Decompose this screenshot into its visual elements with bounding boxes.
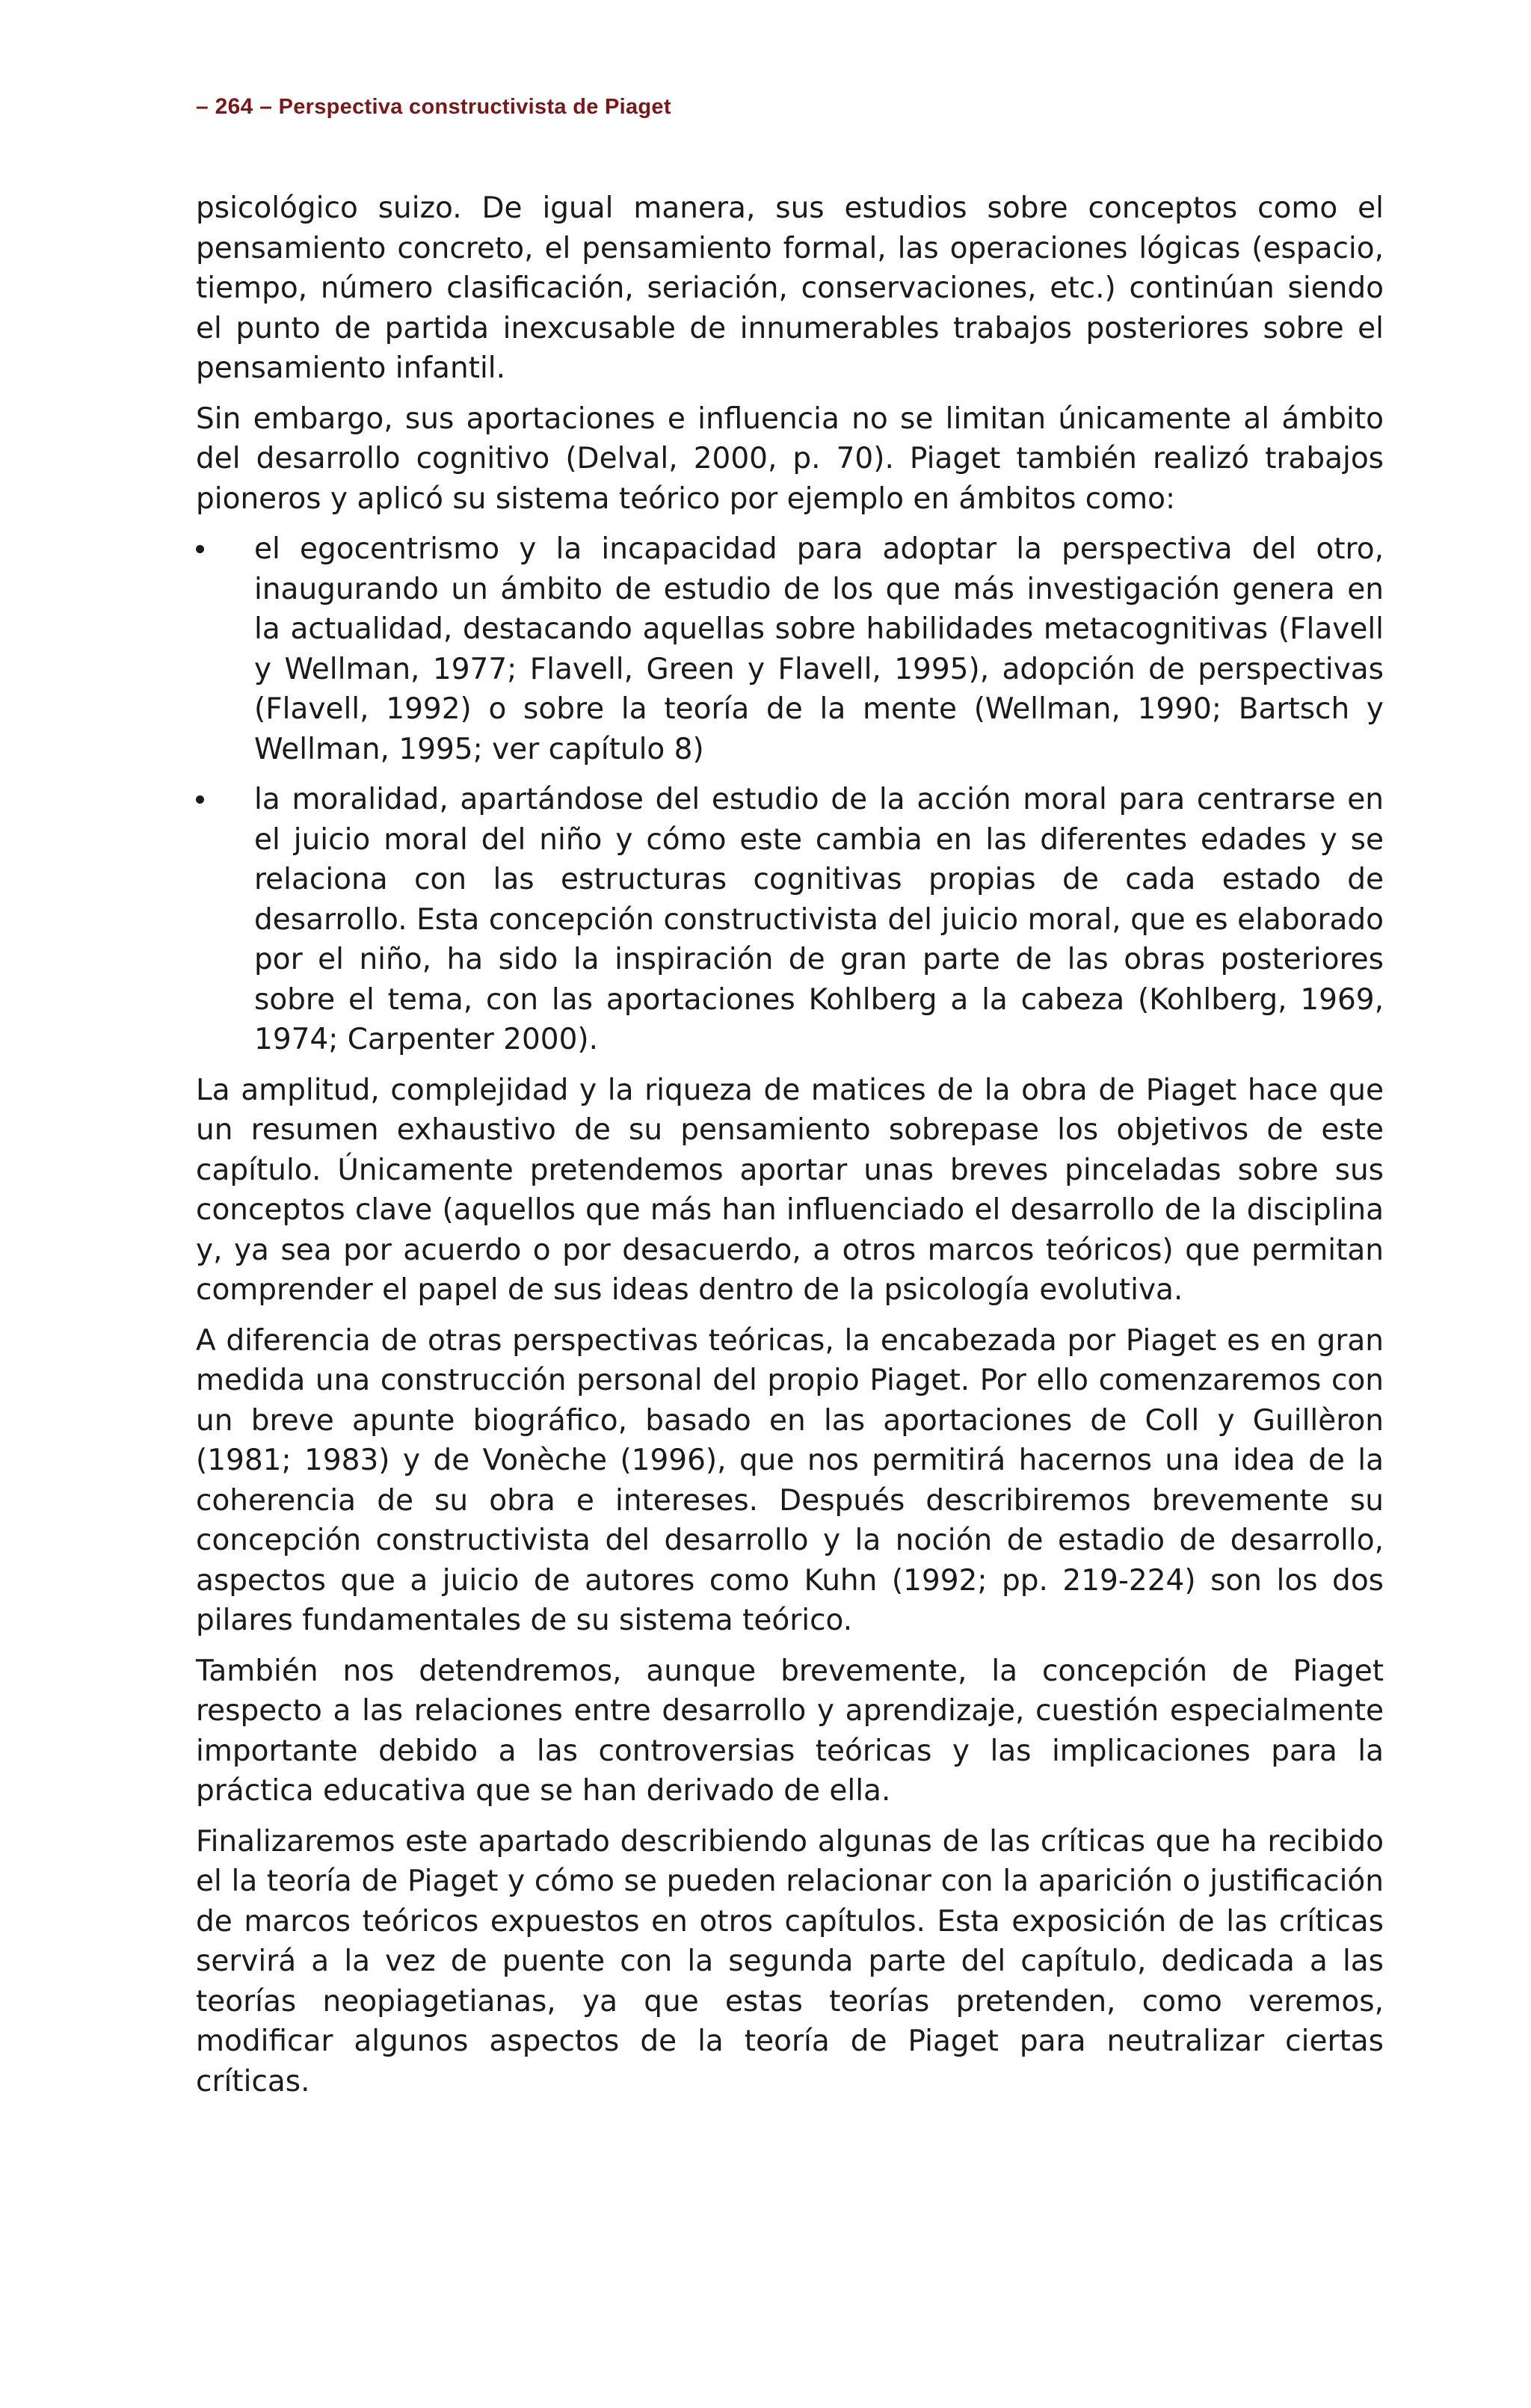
paragraph: psicológico suizo. De igual manera, sus estudios sobre conceptos como el pensamiento concreto, el pensamiento formal, las operaciones lógicas (espacio, tiempo, número clasificación, seriación, conservaciones, etc.) continúan siendo el punto de partida inexcusable de innumerables trabajos posteriores sobre el pensamiento infantil. bbox=[196, 191, 1384, 385]
list-item-text: el egocentrismo y la incapacidad para adoptar la perspectiva del otro, inaugurando un ámbito de estudio de los que más investigación genera en la actualidad, destacando aquellas sobre habilidades metacognitivas (Flavell y Wellman, 1977; Flavell, Green y Flavell, 1995), adopción de perspectivas (Flavell, 1992) o sobre la teoría de la mente (Wellman, 1990; Bartsch y Wellman, 1995; ver capítulo 8) bbox=[254, 532, 1384, 766]
bullet-icon bbox=[196, 545, 204, 553]
page-number: – 264 – bbox=[196, 94, 273, 119]
bullet-icon bbox=[196, 795, 204, 804]
bullet-list bbox=[196, 529, 1384, 1060]
paragraph: Sin embargo, sus aportaciones e influencia no se limitan únicamente al ámbito del desarrollo cognitivo (Delval, 2000, p. 70). Piaget también realizó trabajos pioneros y aplicó su sistema teórico por ejemplo en ámbitos como: bbox=[196, 401, 1384, 516]
paragraph: Finalizaremos este apartado describiendo algunas de las críticas que ha recibido el la teoría de Piaget y cómo se pueden relacionar con la aparición o justificación de marcos teóricos expuestos en otros capítulos. Esta exposición de las críticas servirá a la vez de puente con la segunda parte del capítulo, dedicada a las teorías neopiagetianas, ya que estas teorías pretenden, como veremos, modificar algunos aspectos de la teoría de Piaget para neutralizar ciertas críticas. bbox=[196, 1824, 1384, 2098]
body-text bbox=[196, 188, 1384, 2112]
paragraph: A diferencia de otras perspectivas teóricas, la encabezada por Piaget es en gran medida una construcción personal del propio Piaget. Por ello comenzaremos con un breve apunte biográfico, basado en las aportaciones de Coll y Guillèron (1981; 1983) y de Vonèche (1996), que nos permitirá hacernos una idea de la coherencia de su obra e intereses. Después describiremos brevemente su concepción constructivista del desarrollo y la noción de estadio de desarrollo, aspectos que a juicio de autores como Kuhn (1992; pp. 219-224) son los dos pilares fundamentales de su sistema teórico. bbox=[196, 1323, 1384, 1637]
paragraph: La amplitud, complejidad y la riqueza de matices de la obra de Piaget hace que un resumen exhaustivo de su pensamiento sobrepase los objetivos de este capítulo. Únicamente pretendemos aportar unas breves pinceladas sobre sus conceptos clave (aquellos que más han influenciado el desarrollo de la disciplina y, ya sea por acuerdo o por desacuerdo, a otros marcos teóricos) que permitan comprender el papel de sus ideas dentro de la psicología evolutiva. bbox=[196, 1073, 1384, 1307]
list-item bbox=[196, 780, 1384, 1060]
running-title: Perspectiva constructivista de Piaget bbox=[278, 95, 671, 119]
paragraph: También nos detendremos, aunque brevemente, la concepción de Piaget respecto a las relaciones entre desarrollo y aprendizaje, cuestión especialmente importante debido a las controversias teóricas y las implicaciones para la práctica educativa que se han derivado de ella. bbox=[196, 1654, 1384, 1808]
list-item bbox=[196, 529, 1384, 769]
running-header bbox=[196, 94, 671, 120]
list-item-text: la moralidad, apartándose del estudio de la acción moral para centrarse en el juicio moral del niño y cómo este cambia en las diferentes edades y se relaciona con las estructuras cognitivas propias de cada estado de desarrollo. Esta concepción constructivista del juicio moral, que es elaborado por el niño, ha sido la inspiración de gran parte de las obras posteriores sobre el tema, con las aportaciones Kohlberg a la cabeza (Kohlberg, 1969, 1974; Carpenter 2000). bbox=[254, 783, 1384, 1056]
